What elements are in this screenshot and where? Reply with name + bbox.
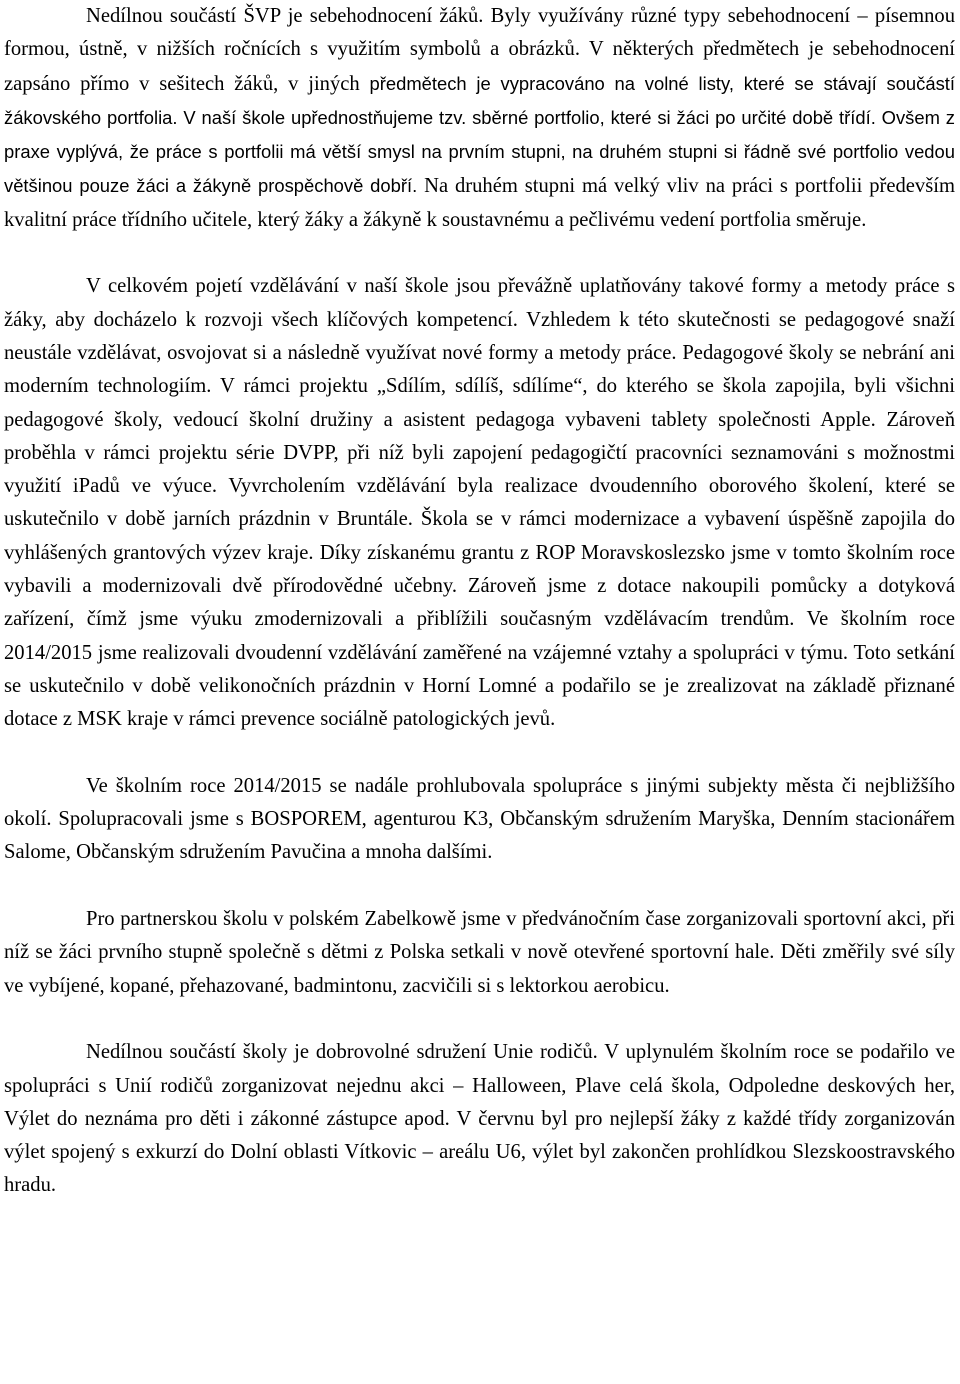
paragraph-partner-school: Pro partnerskou školu v polském Zabelkowě jsme v předvánočním čase zorganizovali sportovní akci, při níž se žáci prvního stupně společně s dětmi z Polska setkali v nově otevřené sportovní hale. Děti změřily své síly ve vybíjené, kopané, přehazované, badmintonu, zacvičili si s lektorkou aerobicu. [4,908,955,997]
paragraph-education-methods: V celkovém pojetí vzdělávání v naší škole jsou převážně uplatňovány takové formy a metody práce s žáky, aby docházelo k rozvoji všech klíčových kompetencí. Vzhledem k této skutečnosti se pedagogové snaží neustále vzdělávat, osvojovat si a následně využívat nové formy a metody práce. Pedagogové školy se nebrání ani moderním technologiím. V rámci projektu „Sdílím, sdílíš, sdílíme“, do kterého se škola zapojila, byli všichni pedagogové školy, vedoucí školní družiny a asistent pedagoga vybaveni tablety společnosti Apple. Zároveň proběhla v rámci projektu série DVPP, při níž byli zapojení pedagogičtí pracovníci seznamováni s možnostmi využití iPadů ve výuce. Vyvrcholením vzdělávání byla realizace dvoudenního oborového školení, které se uskutečnilo v době jarních prázdnin v Bruntále. Škola se v rámci modernizace a vybavení úspěšně zapojila do vyhlášených grantových výzev kraje. Díky získanému grantu z ROP Moravskoslezsko jsme v tomto školním roce vybavili a modernizovali dvě přírodovědné učebny. Zároveň jsme z dotace nakoupili pomůcky a dotyková zařízení, čímž jsme výuku zmodernizovali a přiblížili současným vzdělávacím trendům. Ve školním roce 2014/2015 jsme realizovali dvoudenní vzdělávání zaměřené na vzájemné vztahy a spolupráci v týmu. Toto setkání se uskutečnilo v době velikonočních prázdnin v Horní Lomné a podařilo se je zrealizovat na základě přiznané dotace z MSK kraje v rámci prevence sociálně patologických jevů. [4,275,955,731]
paragraph-parents-union: Nedílnou součástí školy je dobrovolné sdružení Unie rodičů. V uplynulém školním roce se podařilo ve spolupráci s Unií rodičů zorganizovat nejednu akci – Halloween, Plave celá škola, Odpoledne deskových her, Výlet do neznáma pro děti i zákonné zástupce apod. V červnu byl pro nejlepší žáky z každé třídy zorganizován výlet spojený s exkurzí do Dolní oblasti Vítkovic – areálu U6, výlet byl zakončen prohlídkou Slezskoostravského hradu. [4,1041,955,1197]
paragraph-self-assessment-end: Na druhém stupni má velký vliv na práci s portfolii především kvalitní práce třídního učitele, který žáky a žákyně k soustavnému a pečlivému vedení portfolia směruje. [4,175,955,231]
paragraph-self-assessment [4,0,955,237]
paragraph-self-assessment-serif: Nedílnou součástí ŠVP je sebehodnocení žáků. Byly využívány různé typy sebehodnocení – písemnou formou, ústně, v nižších ročnících s využitím symbolů a obrázků. V některých předmětech je sebehodnocení zapsáno přímo v sešitech žáků, v jiných [4,5,955,95]
paragraph-self-assessment-sans: předmětech je vypracováno na volné listy, které se stávají součástí žákovského portfolia. V naší škole upřednostňujeme tzv. sběrné portfolio, které si žáci po určité době třídí. Ovšem z praxe vyplývá, že práce s portfolii má větší smysl na prvním stupni, na druhém stupni si řádně své portfolio vedou většinou pouze žáci a žákyně prospěchově dobří. [4,72,955,197]
paragraph-cooperation: Ve školním roce 2014/2015 se nadále prohlubovala spolupráce s jinými subjekty města či nejbližšího okolí. Spolupracovali jsme s BOSPOREM, agenturou K3, Občanským sdružením Maryška, Denním stacionářem Salome, Občanským sdružením Pavučina a mnoha dalšími. [4,774,955,864]
